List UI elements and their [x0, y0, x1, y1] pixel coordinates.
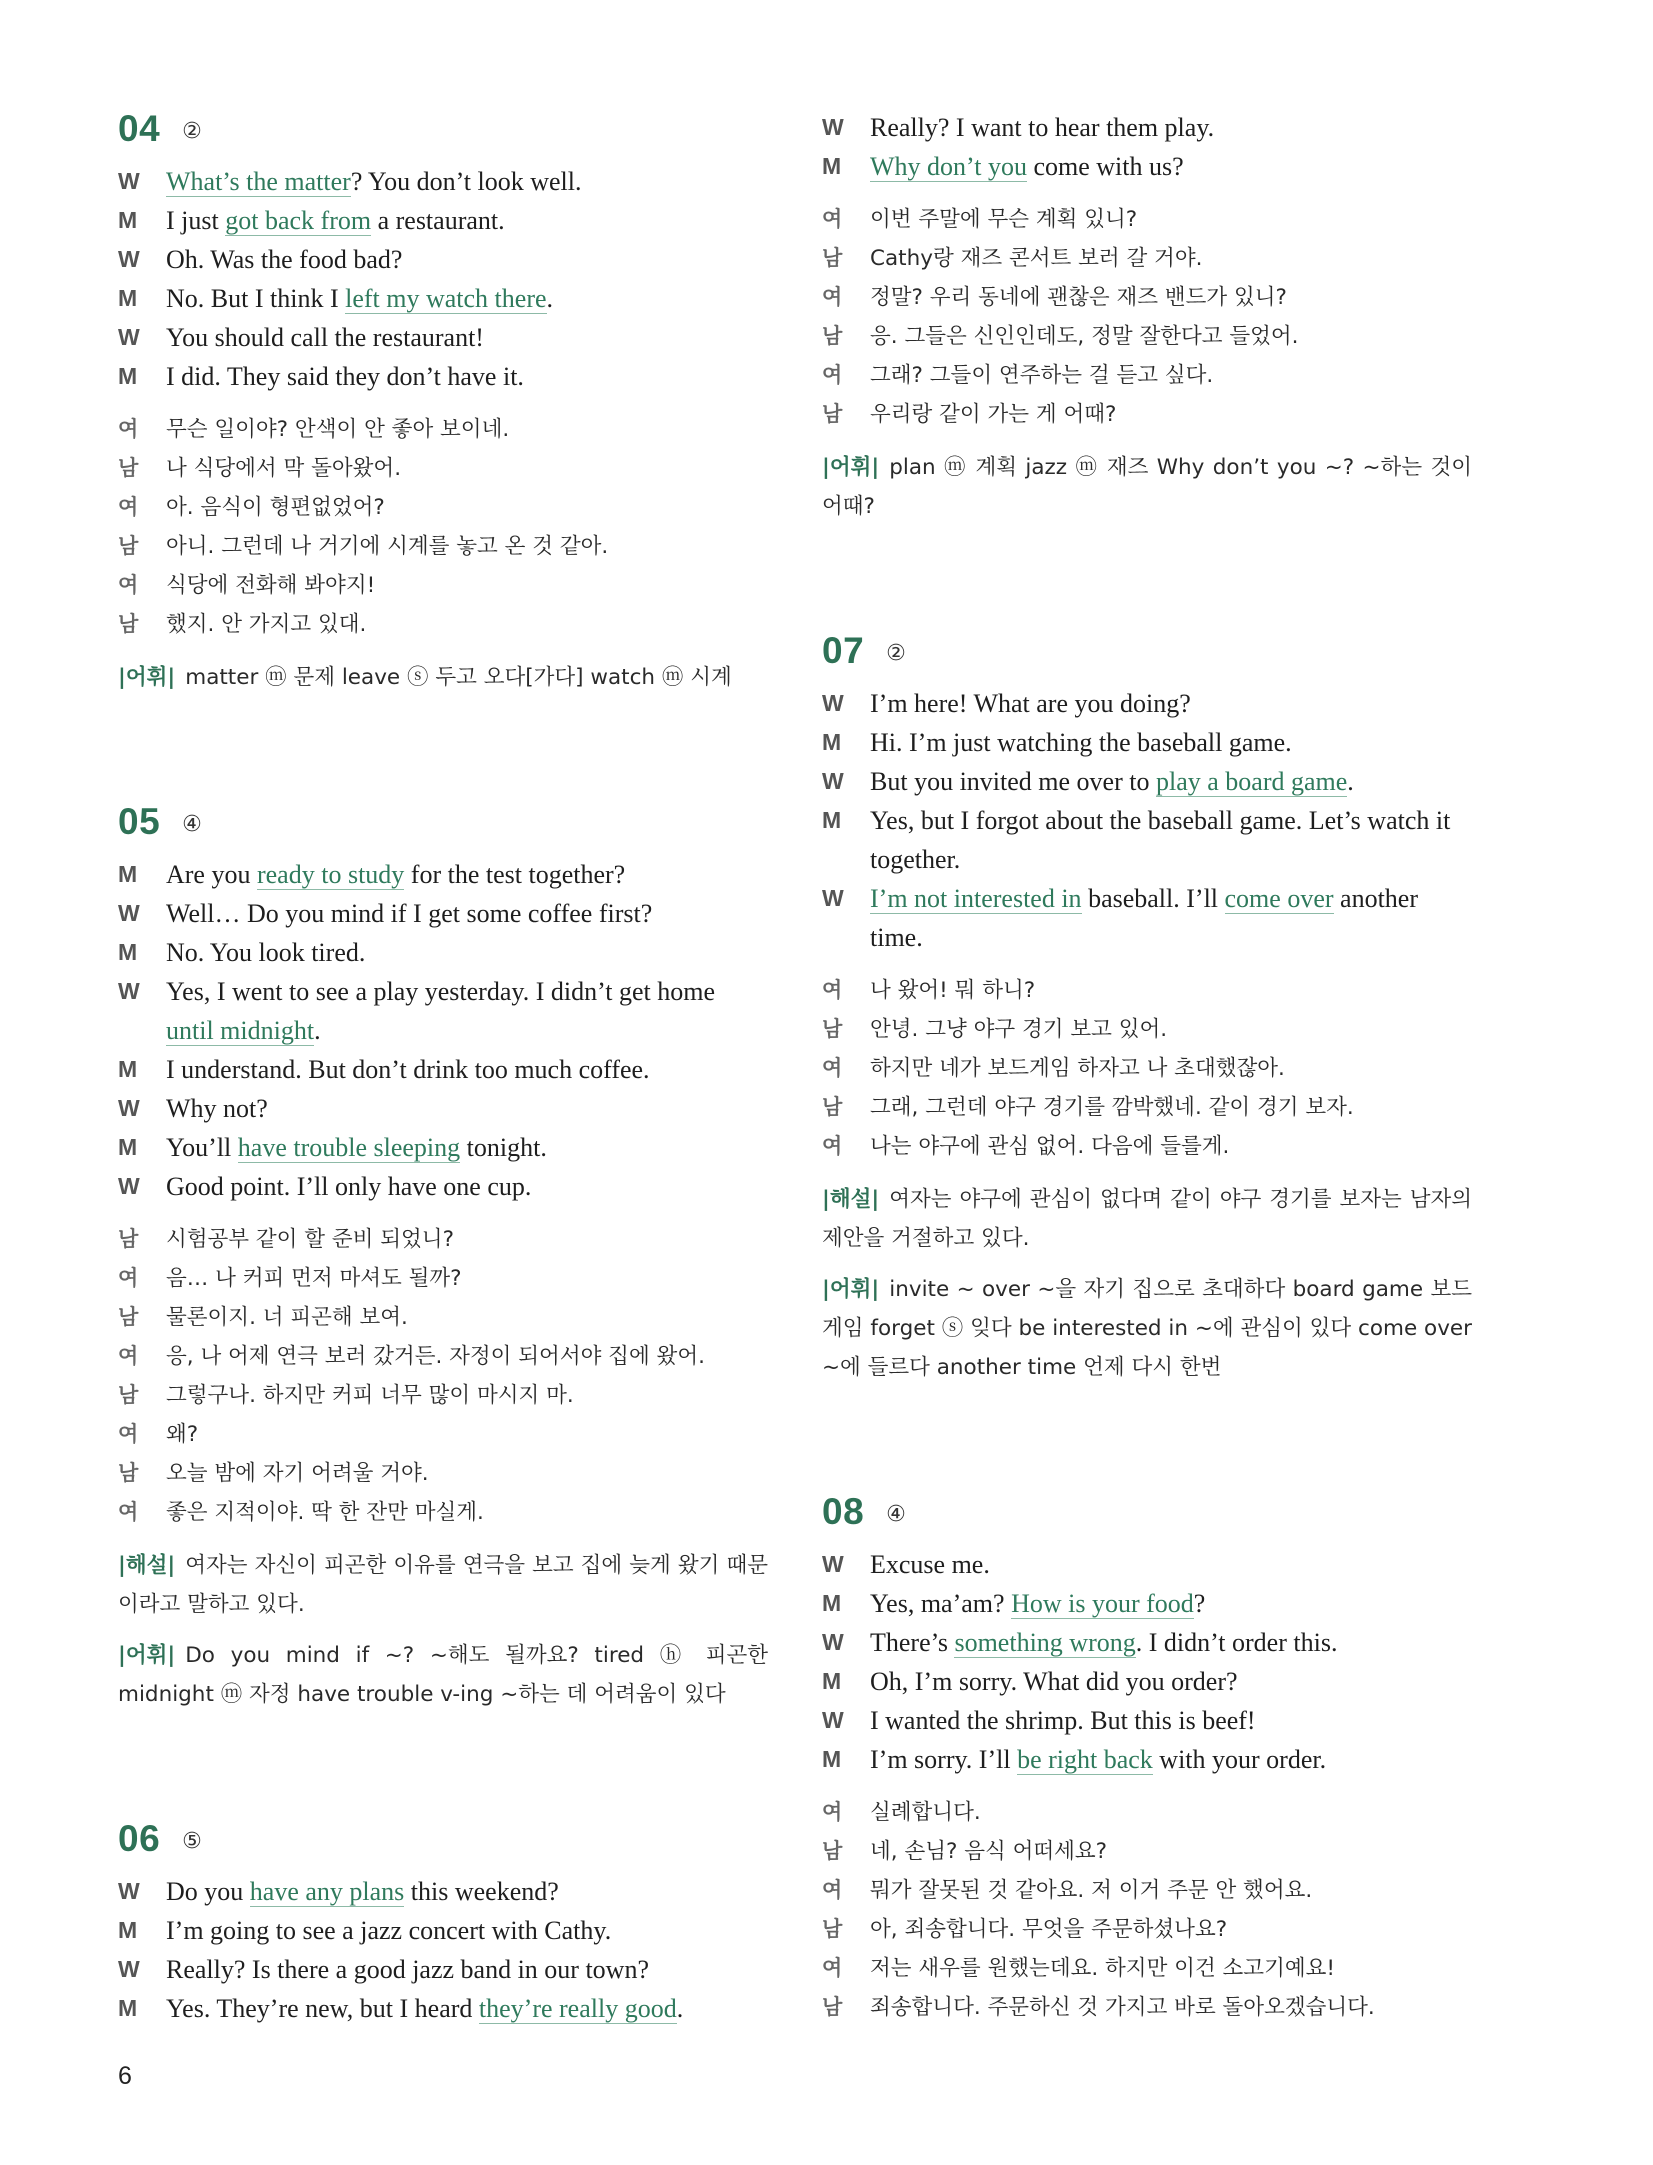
question-number: 06: [118, 1818, 161, 1859]
speaker-label: W: [822, 690, 844, 716]
question-section: [822, 1491, 1472, 2027]
dialogue-line: [118, 240, 768, 279]
dialogue-line: [822, 1545, 1472, 1584]
translation-text: 아. 음식이 형편없었어?: [166, 495, 385, 520]
dialogue-line: [118, 933, 768, 972]
text-segment: Oh. Was the food bad?: [166, 245, 403, 274]
speaker-label: 남: [822, 247, 843, 270]
text-segment: Really? Is there a good jazz band in our town?: [166, 1955, 649, 1984]
key-expression: something wrong: [954, 1628, 1136, 1657]
speaker-label: 남: [822, 1918, 843, 1941]
text-segment: You’ll: [166, 1133, 238, 1162]
key-expression: What’s the matter: [166, 167, 351, 196]
text-segment: I wanted the shrimp. But this is beef!: [870, 1706, 1256, 1735]
translation-text: Cathy랑 재즈 콘서트 보러 갈 거야.: [870, 246, 1203, 271]
dialogue-line: [118, 162, 768, 201]
translation-line: [118, 1493, 768, 1532]
dialogue-text: [166, 1955, 649, 1984]
text-segment: I’m here! What are you doing?: [870, 689, 1191, 718]
question-section: [822, 108, 1472, 526]
dialogue-line: [118, 357, 768, 396]
translation-text: 그래? 그들이 연주하는 걸 듣고 싶다.: [870, 363, 1214, 388]
key-expression: be right back: [1017, 1745, 1153, 1774]
key-expression: ready to study: [256, 860, 405, 889]
dialogue-text: [166, 1094, 268, 1123]
dialogue-text: [166, 977, 715, 1046]
speaker-label: 여: [118, 496, 139, 519]
key-expression: How is your food: [1011, 1589, 1194, 1618]
vocabulary-note: [822, 1270, 1472, 1387]
speaker-label: M: [822, 807, 842, 833]
speaker-label: 남: [822, 325, 843, 348]
translation-text: 물론이지. 너 피곤해 보여.: [166, 1305, 408, 1330]
speaker-label: 여: [822, 208, 843, 231]
speaker-label: M: [118, 1056, 138, 1082]
speaker-label: W: [118, 324, 140, 350]
speaker-label: 여: [822, 1057, 843, 1080]
korean-translation: [118, 1220, 768, 1532]
note-label: |어휘|: [822, 1277, 880, 1302]
speaker-label: 여: [118, 574, 139, 597]
dialogue-text: [166, 860, 625, 890]
translation-text: 나는 야구에 관심 없어. 다음에 들를게.: [870, 1134, 1230, 1159]
translation-text: 왜?: [166, 1422, 199, 1447]
text-segment: Hi. I’m just watching the baseball game.: [870, 728, 1292, 757]
translation-line: [118, 605, 768, 644]
text-segment: Are you: [166, 860, 257, 889]
dialogue-line: [118, 318, 768, 357]
vocabulary-note: [822, 448, 1472, 526]
dialogue-text: [870, 1667, 1238, 1696]
translation-text: 아니. 그런데 나 거기에 시계를 놓고 온 것 같아.: [166, 534, 609, 559]
translation-text: 안녕. 그냥 야구 경기 보고 있어.: [870, 1017, 1168, 1042]
speaker-label: 남: [822, 1840, 843, 1863]
text-segment: tonight.: [460, 1133, 547, 1162]
text-segment: Yes. They’re new, but I heard: [166, 1994, 479, 2023]
translation-line: [822, 1088, 1472, 1127]
english-dialogue: [822, 684, 1472, 957]
english-dialogue: [822, 108, 1472, 186]
dialogue-text: [870, 728, 1292, 757]
dialogue-line: [822, 1740, 1472, 1779]
text-segment: .: [676, 1994, 684, 2023]
dialogue-line: [822, 762, 1472, 801]
speaker-label: W: [822, 114, 844, 140]
dialogue-line: [118, 894, 768, 933]
text-segment: Do you: [166, 1877, 250, 1906]
dialogue-text: [870, 689, 1191, 718]
translation-text: 오늘 밤에 자기 어려울 거야.: [166, 1461, 429, 1486]
speaker-label: 여: [118, 1423, 139, 1446]
translation-text: 했지. 안 가지고 있대.: [166, 612, 367, 637]
translation-line: [118, 410, 768, 449]
speaker-label: W: [822, 1707, 844, 1733]
speaker-label: W: [118, 1173, 140, 1199]
note-text: plan ⓜ 계획 jazz ⓜ 재즈 Why don’t you ~? ~하는 것이 어때?: [822, 455, 1472, 519]
speaker-label: 남: [118, 1384, 139, 1407]
translation-line: [822, 395, 1472, 434]
dialogue-line: [822, 1662, 1472, 1701]
translation-text: 정말? 우리 동네에 괜찮은 재즈 밴드가 있니?: [870, 285, 1287, 310]
note-label: |해설|: [118, 1553, 176, 1578]
translation-line: [822, 1832, 1472, 1871]
text-segment: I’m sorry. I’ll: [870, 1745, 1018, 1774]
dialogue-line: [118, 1167, 768, 1206]
dialogue-line: [118, 201, 768, 240]
translation-text: 시험공부 같이 할 준비 되었니?: [166, 1227, 454, 1252]
translation-text: 하지만 네가 보드게임 하자고 나 초대했잖아.: [870, 1056, 1285, 1081]
text-segment: for the test together?: [404, 860, 626, 889]
translation-text: 이번 주말에 무슨 계획 있니?: [870, 207, 1138, 232]
translation-line: [822, 1049, 1472, 1088]
text-segment: Why not?: [166, 1094, 268, 1123]
note-text: matter ⓜ 문제 leave ⓢ 두고 오다[가다] watch ⓜ 시계: [185, 665, 732, 690]
dialogue-text: [166, 1994, 683, 2024]
english-dialogue: [822, 1545, 1472, 1779]
dialogue-text: [870, 113, 1214, 142]
translation-line: [118, 1337, 768, 1376]
text-segment: Yes, but I forgot about the baseball game. Let’s watch it together.: [870, 806, 1451, 874]
speaker-label: M: [822, 1668, 842, 1694]
question-number: 04: [118, 108, 161, 149]
text-segment: I did. They said they don’t have it.: [166, 362, 524, 391]
speaker-label: M: [118, 207, 138, 233]
translation-text: 응. 그들은 신인인데도, 정말 잘한다고 들었어.: [870, 324, 1299, 349]
translation-text: 아, 죄송합니다. 무엇을 주문하셨나요?: [870, 1917, 1228, 1942]
korean-translation: [118, 410, 768, 644]
note-label: |어휘|: [822, 455, 880, 480]
dialogue-text: [166, 167, 581, 197]
question-section: [822, 630, 1472, 1387]
text-segment: Yes, ma’am?: [870, 1589, 1012, 1618]
speaker-label: W: [822, 1551, 844, 1577]
dialogue-line: [118, 1089, 768, 1128]
translation-line: [822, 1949, 1472, 1988]
dialogue-text: [870, 1628, 1337, 1658]
speaker-label: W: [118, 1956, 140, 1982]
speaker-label: W: [118, 168, 140, 194]
dialogue-text: [870, 1745, 1326, 1775]
translation-text: 식당에 전화해 봐야지!: [166, 573, 376, 598]
speaker-label: 여: [118, 418, 139, 441]
dialogue-text: [166, 899, 652, 928]
translation-line: [118, 1415, 768, 1454]
speaker-label: M: [118, 363, 138, 389]
translation-text: 무슨 일이야? 안색이 안 좋아 보이네.: [166, 417, 510, 442]
question-header: [118, 108, 768, 158]
speaker-label: 여: [822, 1801, 843, 1824]
speaker-label: M: [118, 1134, 138, 1160]
page-number: 6: [118, 2062, 132, 2090]
text-segment: .: [314, 1016, 321, 1045]
dialogue-text: [166, 1133, 547, 1163]
text-segment: I’m going to see a jazz concert with Cathy.: [166, 1916, 612, 1945]
text-segment: Good point. I’ll only have one cup.: [166, 1172, 532, 1201]
dialogue-line: [822, 1701, 1472, 1740]
translation-line: [118, 527, 768, 566]
dialogue-line: [118, 279, 768, 318]
translation-line: [118, 1376, 768, 1415]
text-segment: this weekend?: [404, 1877, 559, 1906]
text-segment: come with us?: [1026, 152, 1184, 181]
dialogue-line: [822, 879, 1472, 957]
note-label: |해설|: [822, 1187, 880, 1212]
dialogue-line: [822, 684, 1472, 723]
text-segment: You should call the restaurant!: [166, 323, 484, 352]
dialogue-text: [166, 284, 553, 314]
translation-line: [118, 488, 768, 527]
translation-line: [822, 239, 1472, 278]
translation-line: [822, 200, 1472, 239]
english-dialogue: [118, 1872, 768, 2028]
speaker-label: W: [822, 768, 844, 794]
speaker-label: 여: [822, 1879, 843, 1902]
dialogue-line: [118, 1872, 768, 1911]
dialogue-line: [822, 108, 1472, 147]
answer-mark: ②: [182, 119, 202, 144]
question-section: [118, 1818, 768, 2028]
answer-mark: ⑤: [182, 1829, 202, 1854]
speaker-label: W: [118, 1878, 140, 1904]
dialogue-line: [822, 801, 1472, 879]
translation-line: [822, 1871, 1472, 1910]
dialogue-text: [166, 362, 524, 391]
text-segment: Well… Do you mind if I get some coffee first?: [166, 899, 653, 928]
dialogue-text: [166, 938, 365, 967]
question-header: [118, 801, 768, 851]
speaker-label: 남: [118, 613, 139, 636]
text-segment: I just: [166, 206, 226, 235]
translation-line: [822, 1988, 1472, 2027]
translation-line: [822, 356, 1472, 395]
speaker-label: 여: [822, 979, 843, 1002]
key-expression: come over: [1224, 884, 1334, 913]
speaker-label: 여: [118, 1345, 139, 1368]
key-expression: left my watch there: [345, 284, 547, 313]
speaker-label: 여: [822, 364, 843, 387]
question-section: [118, 108, 768, 697]
speaker-label: 남: [118, 1462, 139, 1485]
translation-text: 음… 나 커피 먼저 마셔도 될까?: [166, 1266, 462, 1291]
left-column: [118, 108, 768, 2132]
note-label: |어휘|: [118, 1643, 176, 1668]
dialogue-line: [118, 1950, 768, 1989]
korean-translation: [822, 971, 1472, 1166]
speaker-label: 여: [822, 1957, 843, 1980]
speaker-label: M: [822, 729, 842, 755]
text-segment: baseball. I’ll: [1081, 884, 1225, 913]
speaker-label: 남: [822, 1018, 843, 1041]
key-expression: play a board game: [1155, 767, 1348, 796]
question-header: [822, 630, 1472, 680]
text-segment: with your order.: [1152, 1745, 1327, 1774]
speaker-label: W: [118, 246, 140, 272]
question-header: [822, 1491, 1472, 1541]
text-segment: another time.: [870, 884, 1418, 952]
speaker-label: M: [118, 939, 138, 965]
translation-text: 나 식당에서 막 돌아왔어.: [166, 456, 402, 481]
question-number: 08: [822, 1491, 865, 1532]
dialogue-text: [166, 323, 484, 352]
translation-line: [118, 1454, 768, 1493]
english-dialogue: [118, 162, 768, 396]
korean-translation: [822, 200, 1472, 434]
speaker-label: 남: [822, 1996, 843, 2019]
answer-mark: ②: [886, 641, 906, 666]
speaker-label: 여: [118, 1501, 139, 1524]
dialogue-text: [870, 1706, 1256, 1735]
note-text: 여자는 자신이 피곤한 이유를 연극을 보고 집에 늦게 왔기 때문이라고 말하고 있다.: [118, 1553, 768, 1617]
dialogue-line: [118, 1989, 768, 2028]
text-segment: a restaurant.: [371, 206, 505, 235]
dialogue-text: [870, 806, 1450, 874]
dialogue-text: [870, 1589, 1205, 1619]
question-section: [118, 801, 768, 1714]
translation-line: [118, 1259, 768, 1298]
speaker-label: W: [118, 1095, 140, 1121]
explanation-note: [118, 1546, 768, 1624]
explanation-note: [822, 1180, 1472, 1258]
key-expression: until midnight: [166, 1016, 315, 1045]
speaker-label: 남: [118, 535, 139, 558]
translation-text: 좋은 지적이야. 딱 한 잔만 마실게.: [166, 1500, 484, 1525]
translation-text: 네, 손님? 음식 어떠세요?: [870, 1839, 1108, 1864]
vocabulary-note: [118, 658, 768, 697]
speaker-label: 여: [118, 1267, 139, 1290]
korean-translation: [822, 1793, 1472, 2027]
note-text: 여자는 야구에 관심이 없다며 같이 야구 경기를 보자는 남자의 제안을 거절하고 있다.: [822, 1187, 1472, 1251]
text-segment: Excuse me.: [870, 1550, 990, 1579]
text-segment: I understand. But don’t drink too much coffee.: [166, 1055, 650, 1084]
translation-text: 응, 나 어제 연극 보러 갔거든. 자정이 되어서야 집에 왔어.: [166, 1344, 705, 1369]
translation-line: [822, 1010, 1472, 1049]
translation-text: 우리랑 같이 가는 게 어때?: [870, 402, 1117, 427]
translation-text: 뭐가 잘못된 것 같아요. 저 이거 주문 안 했어요.: [870, 1878, 1313, 1903]
dialogue-text: [870, 1550, 990, 1579]
speaker-label: W: [822, 1629, 844, 1655]
speaker-label: W: [118, 978, 140, 1004]
note-text: Do you mind if ~? ~해도 될까요? tired ⓗ 피곤한 midnight ⓜ 자정 have trouble v-ing ~하는 데 어려움이 있다: [118, 1643, 768, 1707]
dialogue-text: [166, 1916, 611, 1945]
right-column: [822, 108, 1472, 2131]
text-segment: No. You look tired.: [166, 938, 366, 967]
dialogue-text: [166, 245, 402, 274]
key-expression: have any plans: [249, 1877, 405, 1906]
translation-line: [118, 449, 768, 488]
text-segment: Oh, I’m sorry. What did you order?: [870, 1667, 1238, 1696]
speaker-label: 남: [822, 1096, 843, 1119]
note-label: |어휘|: [118, 665, 176, 690]
translation-line: [822, 1127, 1472, 1166]
translation-text: 나 왔어! 뭐 하니?: [870, 978, 1036, 1003]
dialogue-line: [118, 1128, 768, 1167]
translation-line: [822, 278, 1472, 317]
translation-line: [822, 317, 1472, 356]
translation-line: [822, 1793, 1472, 1832]
answer-mark: ④: [182, 812, 202, 837]
key-expression: they’re really good: [478, 1994, 677, 2023]
speaker-label: M: [118, 285, 138, 311]
key-expression: got back from: [225, 206, 372, 235]
note-text: invite ~ over ~을 자기 집으로 초대하다 board game 보드게임 forget ⓢ 잊다 be interested in ~에 관심이 있다 come over ~에 들르다 another time 언제 다시 한번: [822, 1277, 1472, 1380]
dialogue-line: [822, 147, 1472, 186]
dialogue-text: [166, 1877, 559, 1907]
translation-text: 실례합니다.: [870, 1800, 981, 1825]
translation-line: [118, 1298, 768, 1337]
dialogue-line: [118, 1050, 768, 1089]
dialogue-line: [822, 1623, 1472, 1662]
dialogue-text: [870, 884, 1418, 952]
text-segment: ? You don’t look well.: [350, 167, 582, 196]
speaker-label: 남: [118, 1306, 139, 1329]
translation-text: 저는 새우를 원했는데요. 하지만 이건 소고기예요!: [870, 1956, 1336, 1981]
text-segment: ?: [1193, 1589, 1206, 1618]
speaker-label: M: [822, 153, 842, 179]
speaker-label: M: [822, 1590, 842, 1616]
dialogue-text: [870, 767, 1354, 797]
text-segment: . I didn’t order this.: [1135, 1628, 1338, 1657]
speaker-label: W: [118, 900, 140, 926]
text-segment: Yes, I went to see a play yesterday. I didn’t get home: [166, 977, 716, 1006]
dialogue-line: [118, 855, 768, 894]
dialogue-text: [870, 152, 1184, 182]
dialogue-text: [166, 1055, 650, 1084]
translation-line: [822, 971, 1472, 1010]
dialogue-text: [166, 1172, 531, 1201]
key-expression: I’m not interested in: [870, 884, 1082, 913]
translation-text: 죄송합니다. 주문하신 것 가지고 바로 돌아오겠습니다.: [870, 1995, 1375, 2020]
key-expression: Why don’t you: [870, 152, 1027, 181]
speaker-label: 남: [118, 1228, 139, 1251]
dialogue-text: [166, 206, 505, 236]
text-segment: .: [1347, 767, 1354, 796]
speaker-label: M: [822, 1746, 842, 1772]
question-header: [118, 1818, 768, 1868]
answer-mark: ④: [886, 1502, 906, 1527]
text-segment: Really? I want to hear them play.: [870, 113, 1215, 142]
speaker-label: 여: [822, 1135, 843, 1158]
text-segment: But you invited me over to: [870, 767, 1156, 796]
vocabulary-note: [118, 1636, 768, 1714]
dialogue-line: [822, 723, 1472, 762]
speaker-label: M: [118, 861, 138, 887]
dialogue-line: [118, 972, 768, 1050]
speaker-label: 여: [822, 286, 843, 309]
translation-line: [822, 1910, 1472, 1949]
speaker-label: W: [822, 885, 844, 911]
text-segment: There’s: [870, 1628, 955, 1657]
question-number: 05: [118, 801, 161, 842]
translation-text: 그래, 그런데 야구 경기를 깜박했네. 같이 경기 보자.: [870, 1095, 1354, 1120]
speaker-label: M: [118, 1995, 138, 2021]
english-dialogue: [118, 855, 768, 1206]
speaker-label: M: [118, 1917, 138, 1943]
translation-line: [118, 1220, 768, 1259]
translation-line: [118, 566, 768, 605]
speaker-label: 남: [118, 457, 139, 480]
text-segment: .: [546, 284, 554, 313]
question-number: 07: [822, 630, 865, 671]
speaker-label: 남: [822, 403, 843, 426]
key-expression: have trouble sleeping: [237, 1133, 461, 1162]
dialogue-line: [118, 1911, 768, 1950]
text-segment: No. But I think I: [166, 284, 346, 313]
translation-text: 그렇구나. 하지만 커피 너무 많이 마시지 마.: [166, 1383, 574, 1408]
dialogue-line: [822, 1584, 1472, 1623]
